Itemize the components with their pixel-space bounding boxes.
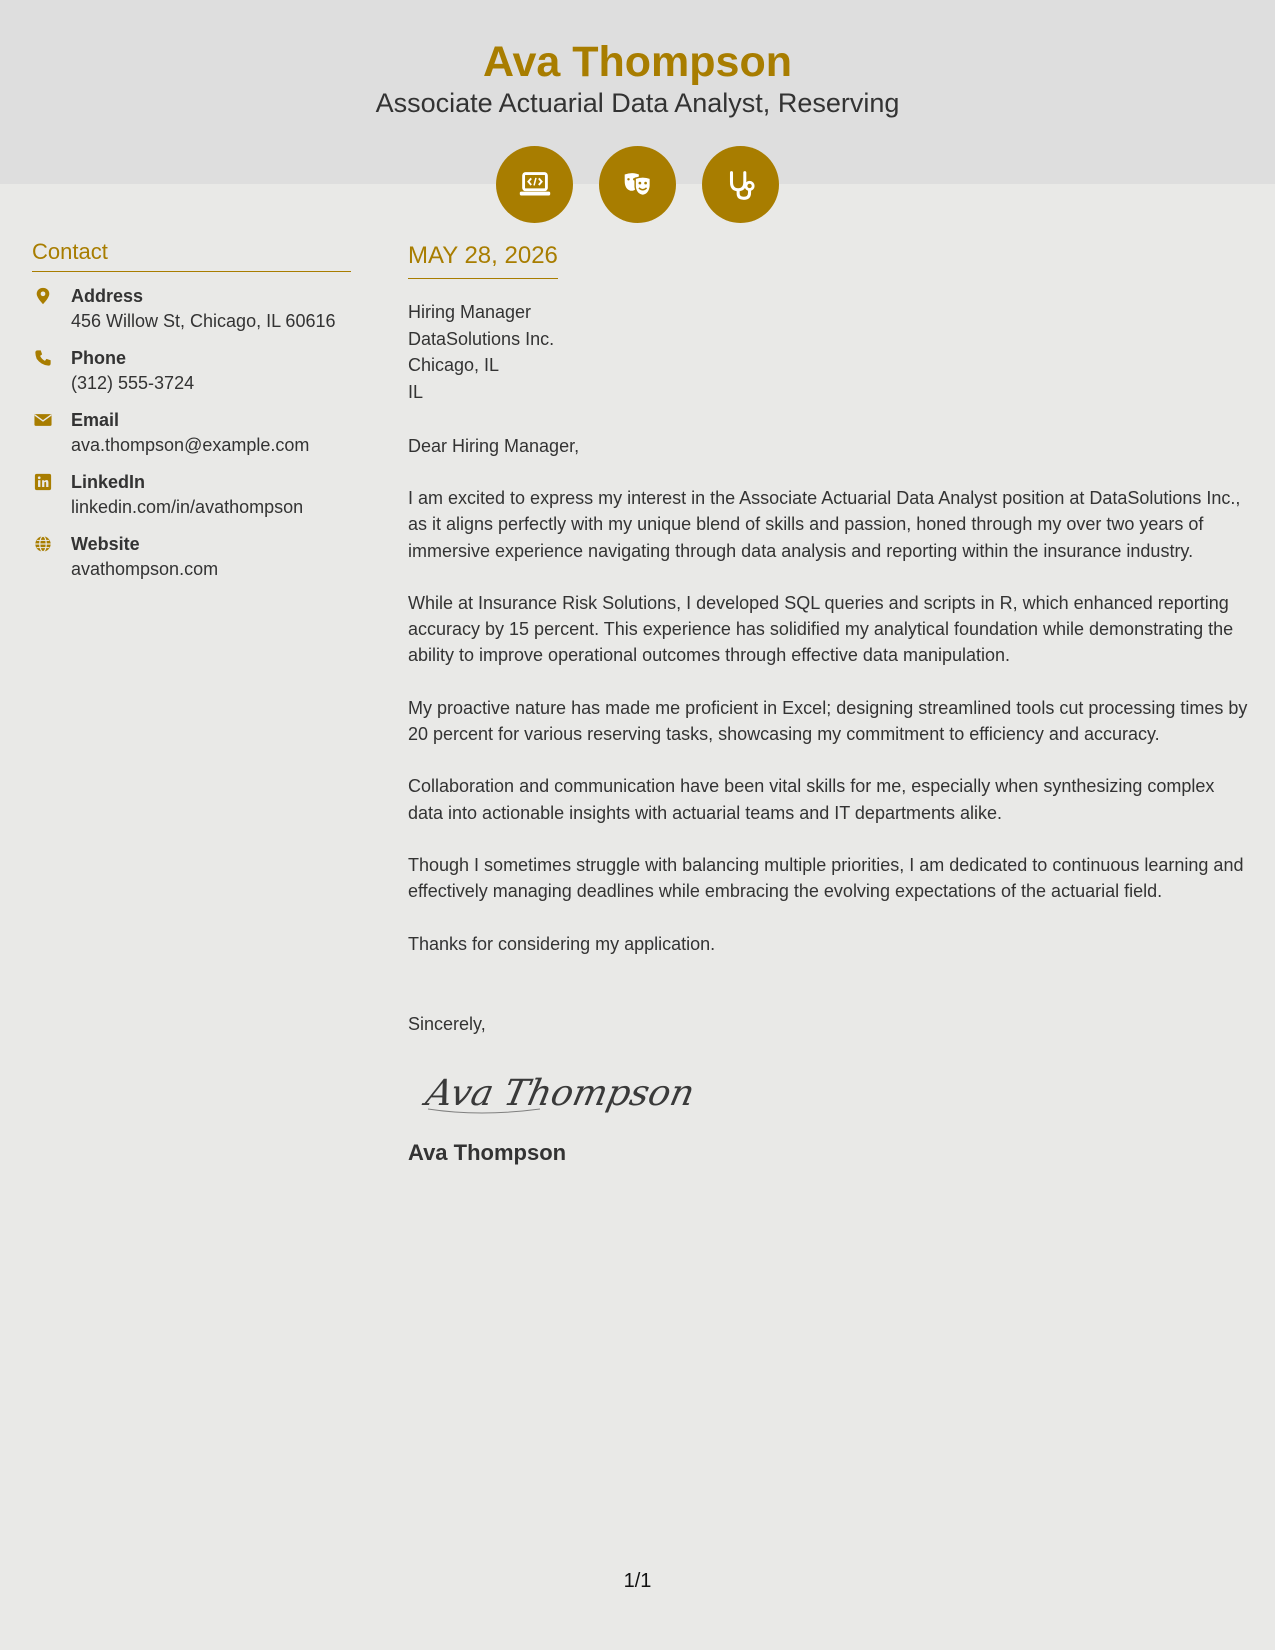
contact-label: Address xyxy=(71,286,144,306)
phone-icon xyxy=(34,349,52,367)
paragraph: My proactive nature has made me proficient in Excel; designing streamlined tools cut processing times by 20 percent for various reserving tasks, showcasing my commitment to efficiency and accuracy. xyxy=(408,697,1248,745)
map-pin-icon xyxy=(34,287,52,305)
recipient-line: Chicago, IL xyxy=(408,355,500,375)
contact-label: Phone xyxy=(71,348,127,368)
svg-text:Ava Thompson: Ava Thompson xyxy=(422,1071,699,1114)
applicant-name: Ava Thompson xyxy=(483,38,792,86)
linkedin-icon xyxy=(34,473,52,491)
contact-value: (312) 555-3724 xyxy=(71,373,195,393)
contact-linkedin xyxy=(32,470,351,520)
contact-phone xyxy=(32,346,351,396)
recipient-line: Hiring Manager xyxy=(408,302,532,322)
paragraph: I am excited to express my interest in the Associate Actuarial Data Analyst position at DataSolutions Inc., as it aligns perfectly with my unique blend of skills and passion, honed through my over two years of immersive experience navigating through data analysis and reporting within the insurance industry. xyxy=(408,488,1241,561)
closing: Sincerely, xyxy=(408,1013,486,1034)
paragraph: Though I sometimes struggle with balancing multiple priorities, I am dedicated to continuous learning and effectively managing deadlines while embracing the evolving expectations of the actuarial field. xyxy=(408,854,1244,902)
contact-address xyxy=(32,284,351,334)
globe-icon xyxy=(34,535,52,553)
job-title: Associate Actuarial Data Analyst, Reserving xyxy=(375,88,900,118)
laptop-code-icon xyxy=(496,146,573,223)
date-block xyxy=(408,240,558,279)
contact-heading: Contact xyxy=(32,238,351,272)
letter-date: MAY 28, 2026 xyxy=(408,242,558,269)
header-icons xyxy=(496,146,779,223)
signer-name: Ava Thompson xyxy=(408,1139,567,1165)
handwritten-signature xyxy=(420,1059,1248,1123)
letter-body xyxy=(408,240,1248,1167)
contact-label: Website xyxy=(71,534,140,554)
contact-sidebar xyxy=(32,238,351,582)
contact-label: Email xyxy=(71,410,120,430)
contact-label: LinkedIn xyxy=(71,472,146,492)
theater-masks-icon xyxy=(599,146,676,223)
contact-value: linkedin.com/in/avathompson xyxy=(71,497,304,517)
envelope-icon xyxy=(34,411,52,429)
contact-value: avathompson.com xyxy=(71,559,219,579)
paragraph: Thanks for considering my application. xyxy=(408,933,716,954)
greeting: Dear Hiring Manager, xyxy=(408,436,580,456)
page-number: 1/1 xyxy=(623,1570,652,1592)
contact-value: ava.thompson@example.com xyxy=(71,435,310,455)
stethoscope-icon xyxy=(702,146,779,223)
contact-value: 456 Willow St, Chicago, IL 60616 xyxy=(71,311,336,331)
contact-website xyxy=(32,532,351,582)
paragraph: While at Insurance Risk Solutions, I developed SQL queries and scripts in R, which enhanced reporting accuracy by 15 percent. This experience has solidified my analytical foundation while demonstrating the ability to improve operational outcomes through effective data manipulation. xyxy=(408,592,1234,666)
paragraph: Collaboration and communication have been vital skills for me, especially when synthesizing complex data into actionable insights with actuarial teams and IT departments alike. xyxy=(408,776,1215,823)
recipient-block xyxy=(408,299,1248,405)
recipient-line: DataSolutions Inc. xyxy=(408,328,555,349)
contact-email xyxy=(32,408,351,458)
recipient-line: IL xyxy=(408,381,424,402)
